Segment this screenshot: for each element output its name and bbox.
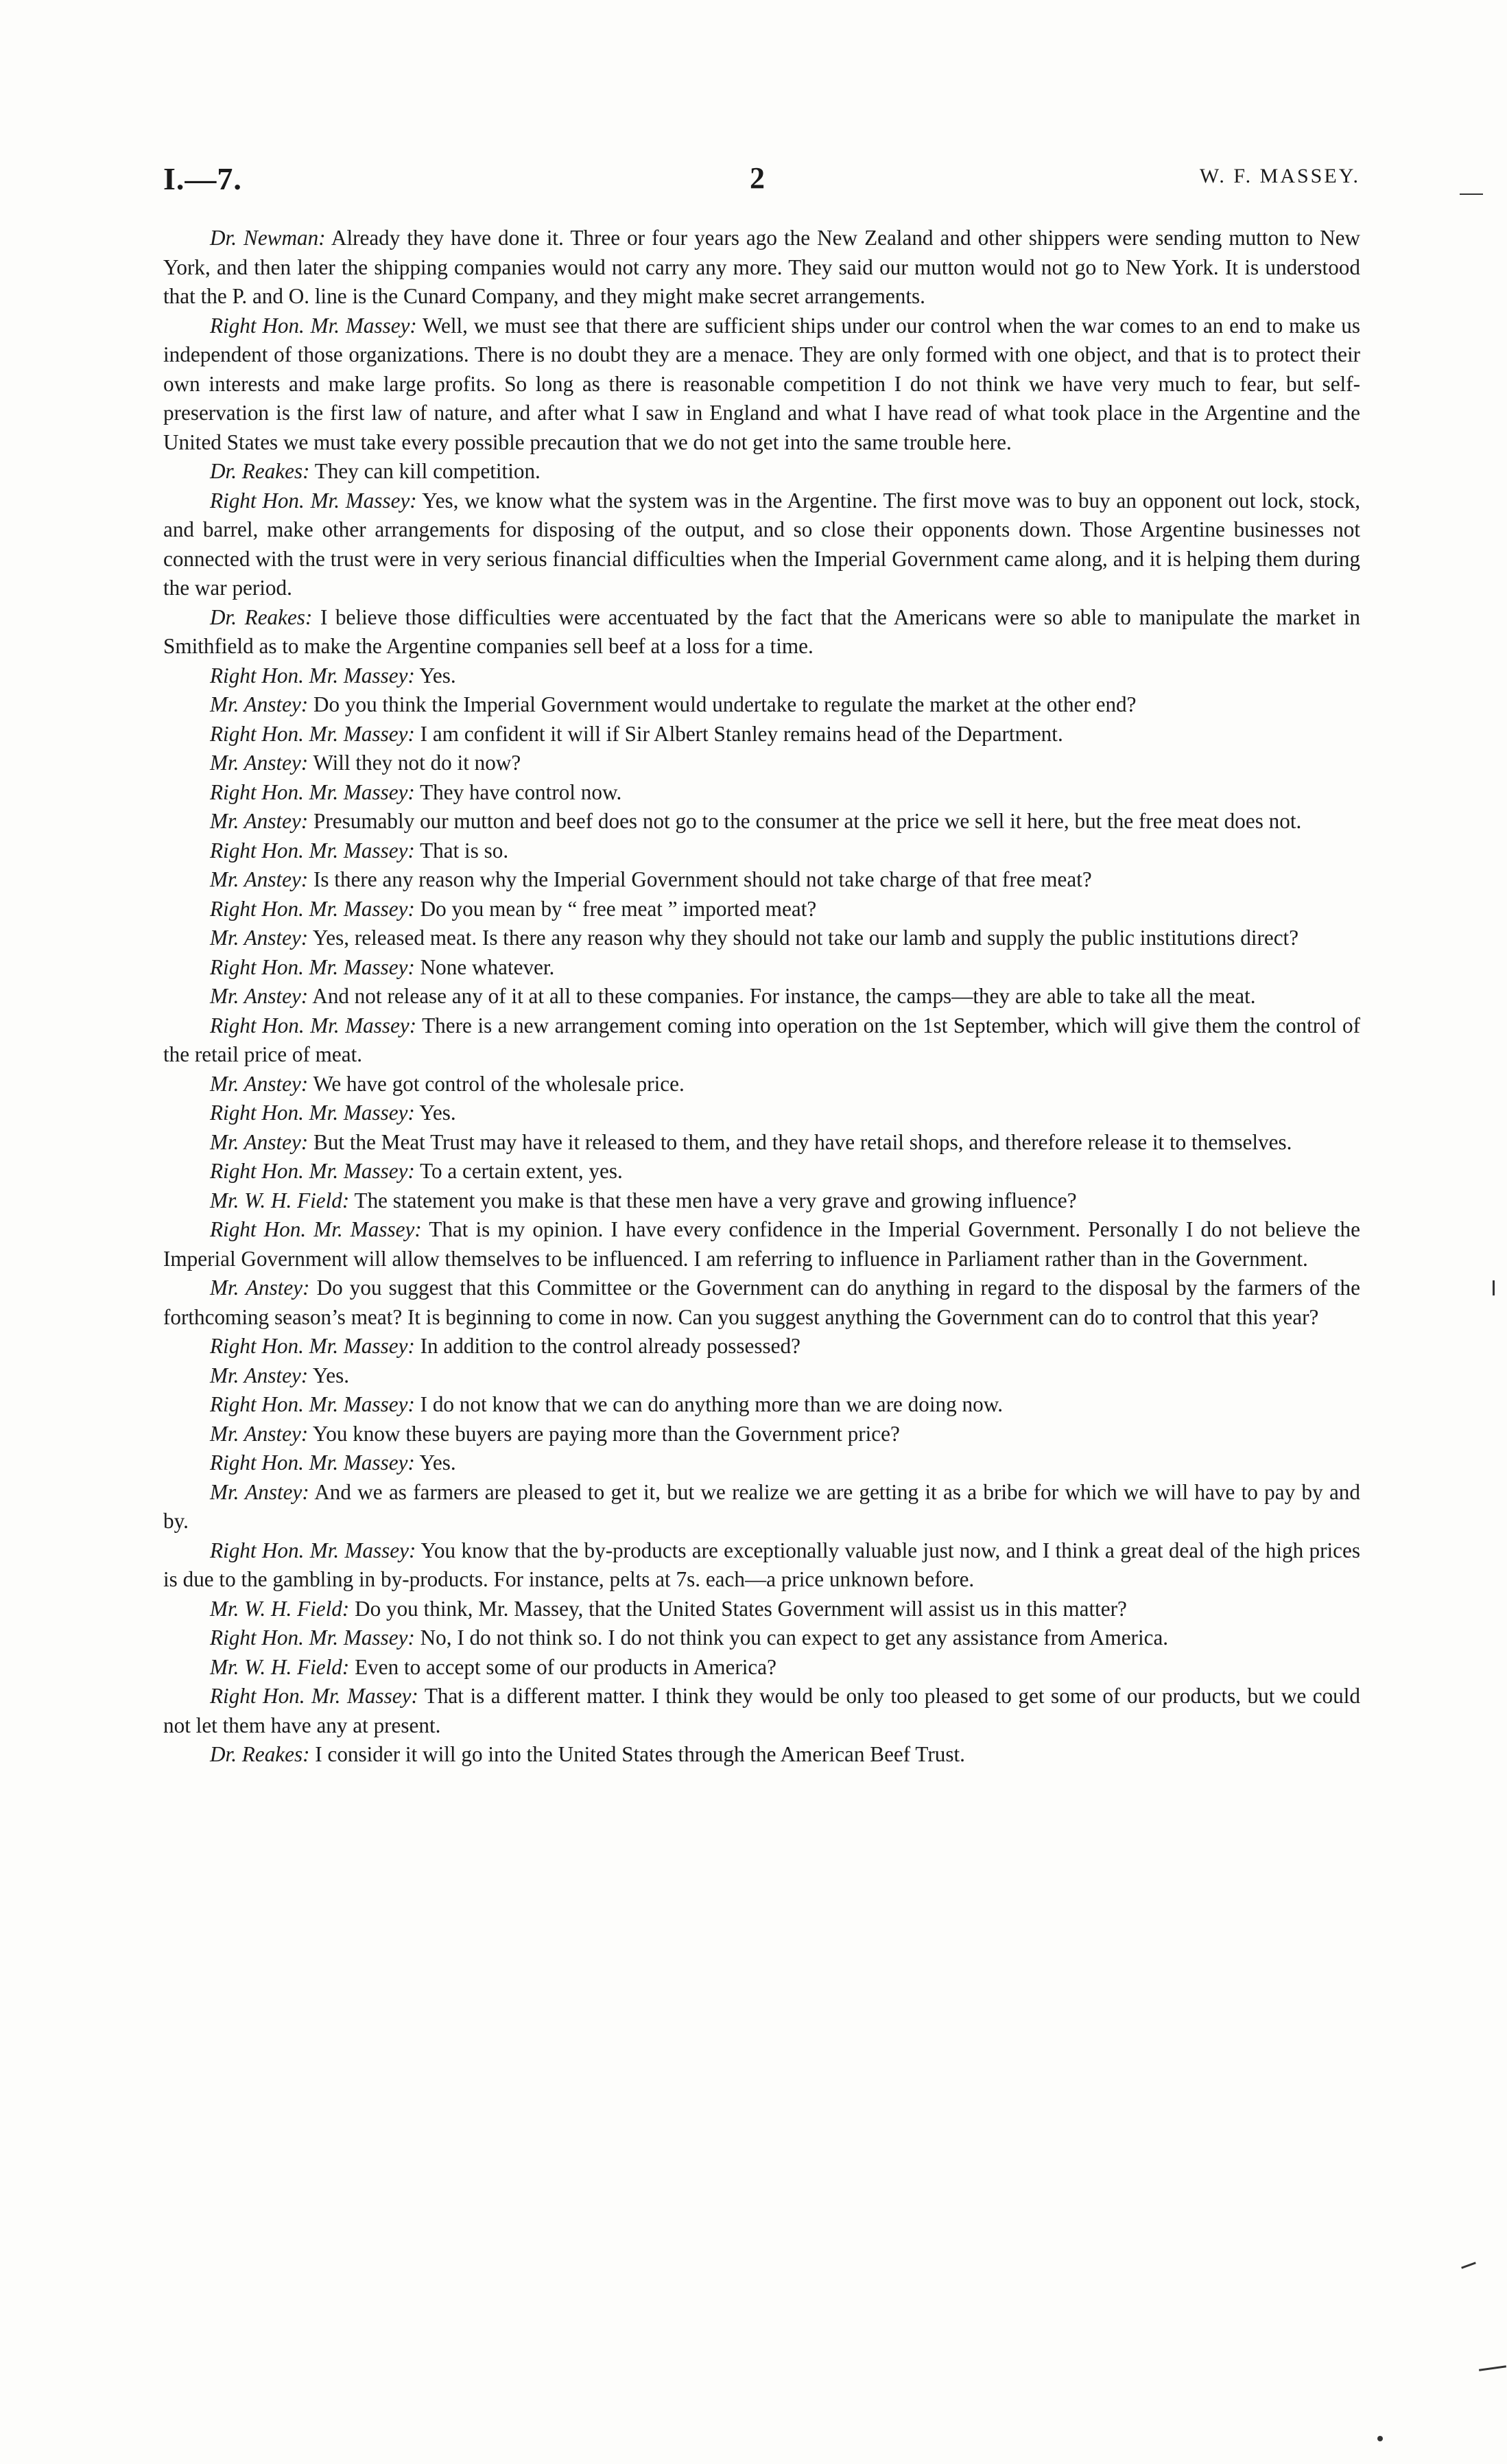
speech-text: I do not know that we can do anything more than we are doing now. <box>420 1392 1003 1416</box>
dialogue-paragraph <box>163 807 1360 836</box>
speech-text: Do you think the Imperial Government would undertake to regulate the market at the other end? <box>313 692 1137 716</box>
dialogue-paragraph <box>163 1157 1360 1186</box>
speaker-name: Mr. W. H. Field: <box>210 1654 350 1679</box>
speaker-name: Right Hon. Mr. Massey: <box>210 779 415 804</box>
speech-text: None whatever. <box>420 954 555 979</box>
speech-text: That is so. <box>420 838 509 863</box>
speech-text: Do you mean by “ free meat ” imported meat? <box>420 896 817 921</box>
speaker-name: Mr. Anstey: <box>210 1276 310 1300</box>
dialogue-paragraph <box>163 661 1360 691</box>
speaker-name: Right Hon. Mr. Massey: <box>210 1626 415 1650</box>
dialogue-paragraph <box>163 1215 1360 1274</box>
dialogue-paragraph <box>163 1128 1360 1158</box>
margin-mark <box>1479 2365 1506 2371</box>
speaker-name: Mr. Anstey: <box>210 692 309 716</box>
dialogue-paragraph <box>163 224 1360 312</box>
speech-text: Yes. <box>419 1451 456 1475</box>
speech-text: They can kill competition. <box>314 459 541 483</box>
dialogue-paragraph <box>163 1536 1360 1595</box>
dialogue-paragraph <box>163 953 1360 983</box>
speaker-name: Mr. W. H. Field: <box>210 1188 350 1212</box>
speech-text: The statement you make is that these men have a very grave and growing influence? <box>354 1188 1077 1212</box>
speech-text: Is there any reason why the Imperial Government should not take charge of that free meat? <box>313 867 1092 891</box>
speaker-name: Mr. Anstey: <box>210 1479 309 1504</box>
dialogue-paragraph <box>163 1623 1360 1653</box>
speech-text: Do you think, Mr. Massey, that the United States Government will assist us in this matter? <box>355 1596 1127 1621</box>
speaker-name: Dr. Reakes: <box>210 605 313 629</box>
speech-text: We have got control of the wholesale price. <box>313 1071 685 1096</box>
speech-text: Presumably our mutton and beef does not go to the consumer at the price we sell it here, but the free meat does not. <box>313 809 1302 833</box>
dialogue-paragraph <box>163 1595 1360 1624</box>
speech-text: But the Meat Trust may have it released to them, and they have retail shops, and therefore release it to themselves. <box>313 1129 1292 1154</box>
dialogue-paragraph <box>163 486 1360 603</box>
speech-text: You know that the by-products are exceptionally valuable just now, and I think a great deal of the high prices is due to the gambling in by-products. For instance, pelts at 7s. each—a price unknown before. <box>163 1538 1360 1591</box>
speaker-name: Mr. Anstey: <box>210 1421 309 1446</box>
speaker-name: Mr. Anstey: <box>210 751 309 775</box>
speaker-name: Mr. Anstey: <box>210 1071 309 1096</box>
speech-text: Yes. <box>419 1101 456 1125</box>
speech-text: You know these buyers are paying more than the Government price? <box>312 1421 900 1446</box>
margin-mark <box>1493 1280 1495 1295</box>
speech-text: That is a different matter. I think they would be only too pleased to get some of our products, but we could not let them have any at present. <box>163 1684 1361 1737</box>
running-head: W. F. MASSEY. <box>1199 165 1360 187</box>
speaker-name: Right Hon. Mr. Massey: <box>210 1217 422 1241</box>
dialogue-paragraph <box>163 924 1360 953</box>
dialogue-paragraph <box>163 1478 1360 1536</box>
speaker-name: Right Hon. Mr. Massey: <box>210 954 415 979</box>
speech-text: Yes, released meat. Is there any reason why they should not take our lamb and supply the public institutions direct? <box>312 926 1299 950</box>
speech-text: Well, we must see that there are sufficient ships under our control when the war comes to an end to make us independent of those organizations. There is no doubt they are a menace. They are only formed with one object, and that is to protect their own interests and make large profits. So long as there is reasonable competition I do not think we have very much to fear, but self-preservation is the first law of nature, and after what I saw in England and what I have read of what took place in the Argentine and the United States we must take every possible precaution that we do not get into the same trouble here. <box>163 313 1361 454</box>
dialogue-paragraph <box>163 312 1360 458</box>
dialogue-paragraph <box>163 1274 1360 1332</box>
dialogue-paragraph <box>163 749 1360 778</box>
transcript-body <box>163 224 1360 1770</box>
speech-text: To a certain extent, yes. <box>420 1159 623 1183</box>
speaker-name: Right Hon. Mr. Massey: <box>210 721 415 746</box>
dialogue-paragraph <box>163 1448 1360 1478</box>
margin-mark <box>1461 2262 1476 2268</box>
dialogue-paragraph <box>163 690 1360 720</box>
speaker-name: Dr. Newman: <box>210 226 326 250</box>
paper-reference: I.—7. <box>163 161 242 196</box>
speech-text: No, I do not think so. I do not think you can expect to get any assistance from America. <box>420 1626 1169 1650</box>
speech-text: Even to accept some of our products in America? <box>355 1654 776 1679</box>
speech-text: And we as farmers are pleased to get it, but we realize we are getting it as a bribe for which we will have to pay by and by. <box>163 1479 1360 1533</box>
page-number: 2 <box>750 161 765 195</box>
speaker-name: Dr. Reakes: <box>210 459 310 483</box>
margin-mark <box>1377 2436 1383 2441</box>
speech-text: In addition to the control already possessed? <box>420 1334 800 1358</box>
speaker-name: Right Hon. Mr. Massey: <box>210 1451 415 1475</box>
speaker-name: Right Hon. Mr. Massey: <box>210 838 415 863</box>
speech-text: That is my opinion. I have every confidence in the Imperial Government. Personally I do not believe the Imperial Government will allow themselves to be influenced. I am referring to influence in Parliament rather than in the Government. <box>163 1217 1360 1271</box>
speaker-name: Right Hon. Mr. Massey: <box>210 1013 417 1037</box>
dialogue-paragraph <box>163 1390 1360 1420</box>
dialogue-paragraph <box>163 1682 1360 1740</box>
speaker-name: Right Hon. Mr. Massey: <box>210 313 417 338</box>
speech-text: Do you suggest that this Committee or the Government can do anything in regard to the disposal by the farmers of the forthcoming season’s meat? It is beginning to come in now. Can you suggest anything the Government can do to control that this year? <box>163 1276 1360 1329</box>
speaker-name: Right Hon. Mr. Massey: <box>210 663 415 688</box>
speaker-name: Mr. Anstey: <box>210 984 309 1008</box>
speech-text: I believe those difficulties were accentuated by the fact that the Americans were so able to manipulate the market in Smithfield as to make the Argentine companies sell beef at a loss for a time. <box>163 605 1361 658</box>
dialogue-paragraph <box>163 778 1360 808</box>
document-page <box>163 0 1360 2464</box>
dialogue-paragraph <box>163 895 1360 924</box>
speaker-name: Mr. W. H. Field: <box>210 1596 350 1621</box>
speaker-name: Mr. Anstey: <box>210 1129 309 1154</box>
speaker-name: Right Hon. Mr. Massey: <box>210 1159 415 1183</box>
speech-text: I am confident it will if Sir Albert Stanley remains head of the Department. <box>420 721 1063 746</box>
speech-text: I consider it will go into the United States through the American Beef Trust. <box>315 1742 965 1766</box>
dialogue-paragraph <box>163 457 1360 486</box>
dialogue-paragraph <box>163 1361 1360 1391</box>
page-header <box>163 161 1360 202</box>
speaker-name: Mr. Anstey: <box>210 1363 309 1387</box>
dialogue-paragraph <box>163 836 1360 866</box>
dialogue-paragraph <box>163 1186 1360 1216</box>
speech-text: And not release any of it at all to these companies. For instance, the camps—they are able to take all the meat. <box>312 984 1256 1008</box>
dialogue-paragraph <box>163 720 1360 749</box>
dialogue-paragraph <box>163 1011 1360 1070</box>
speech-text: Yes. <box>419 663 456 688</box>
dialogue-paragraph <box>163 1653 1360 1682</box>
speaker-name: Dr. Reakes: <box>210 1742 310 1766</box>
speaker-name: Mr. Anstey: <box>210 867 309 891</box>
speaker-name: Right Hon. Mr. Massey: <box>210 1684 418 1708</box>
speaker-name: Mr. Anstey: <box>210 809 309 833</box>
speech-text: Will they not do it now? <box>313 751 521 775</box>
dialogue-paragraph <box>163 1740 1360 1770</box>
margin-mark <box>1460 193 1483 195</box>
speech-text: They have control now. <box>420 779 622 804</box>
speaker-name: Mr. Anstey: <box>210 926 309 950</box>
dialogue-paragraph <box>163 603 1360 661</box>
speech-text: Yes, we know what the system was in the Argentine. The first move was to buy an opponent out lock, stock, and barrel, make other arrangements for disposing of the output, and so close their opponents down. Those Argentine businesses not connected with the trust were in very serious financial difficulties when the Imperial Government came along, and it is helping them during the war period. <box>163 488 1360 600</box>
speech-text: There is a new arrangement coming into operation on the 1st September, which will give them the control of the retail price of meat. <box>163 1013 1360 1066</box>
speaker-name: Right Hon. Mr. Massey: <box>210 1538 416 1562</box>
speech-text: Yes. <box>312 1363 350 1387</box>
speaker-name: Right Hon. Mr. Massey: <box>210 1101 415 1125</box>
dialogue-paragraph <box>163 1070 1360 1099</box>
speaker-name: Right Hon. Mr. Massey: <box>210 488 417 513</box>
speaker-name: Right Hon. Mr. Massey: <box>210 896 415 921</box>
speaker-name: Right Hon. Mr. Massey: <box>210 1334 415 1358</box>
speaker-name: Right Hon. Mr. Massey: <box>210 1392 415 1416</box>
dialogue-paragraph <box>163 1420 1360 1449</box>
dialogue-paragraph <box>163 865 1360 895</box>
dialogue-paragraph <box>163 1332 1360 1361</box>
dialogue-paragraph <box>163 982 1360 1011</box>
dialogue-paragraph <box>163 1099 1360 1128</box>
speech-text: Already they have done it. Three or four years ago the New Zealand and other shippers were sending mutton to New York, and then later the shipping companies would not carry any more. They said our mutton would not go to New York. It is understood that the P. and O. line is the Cunard Company, and they might make secret arrangements. <box>163 226 1361 308</box>
